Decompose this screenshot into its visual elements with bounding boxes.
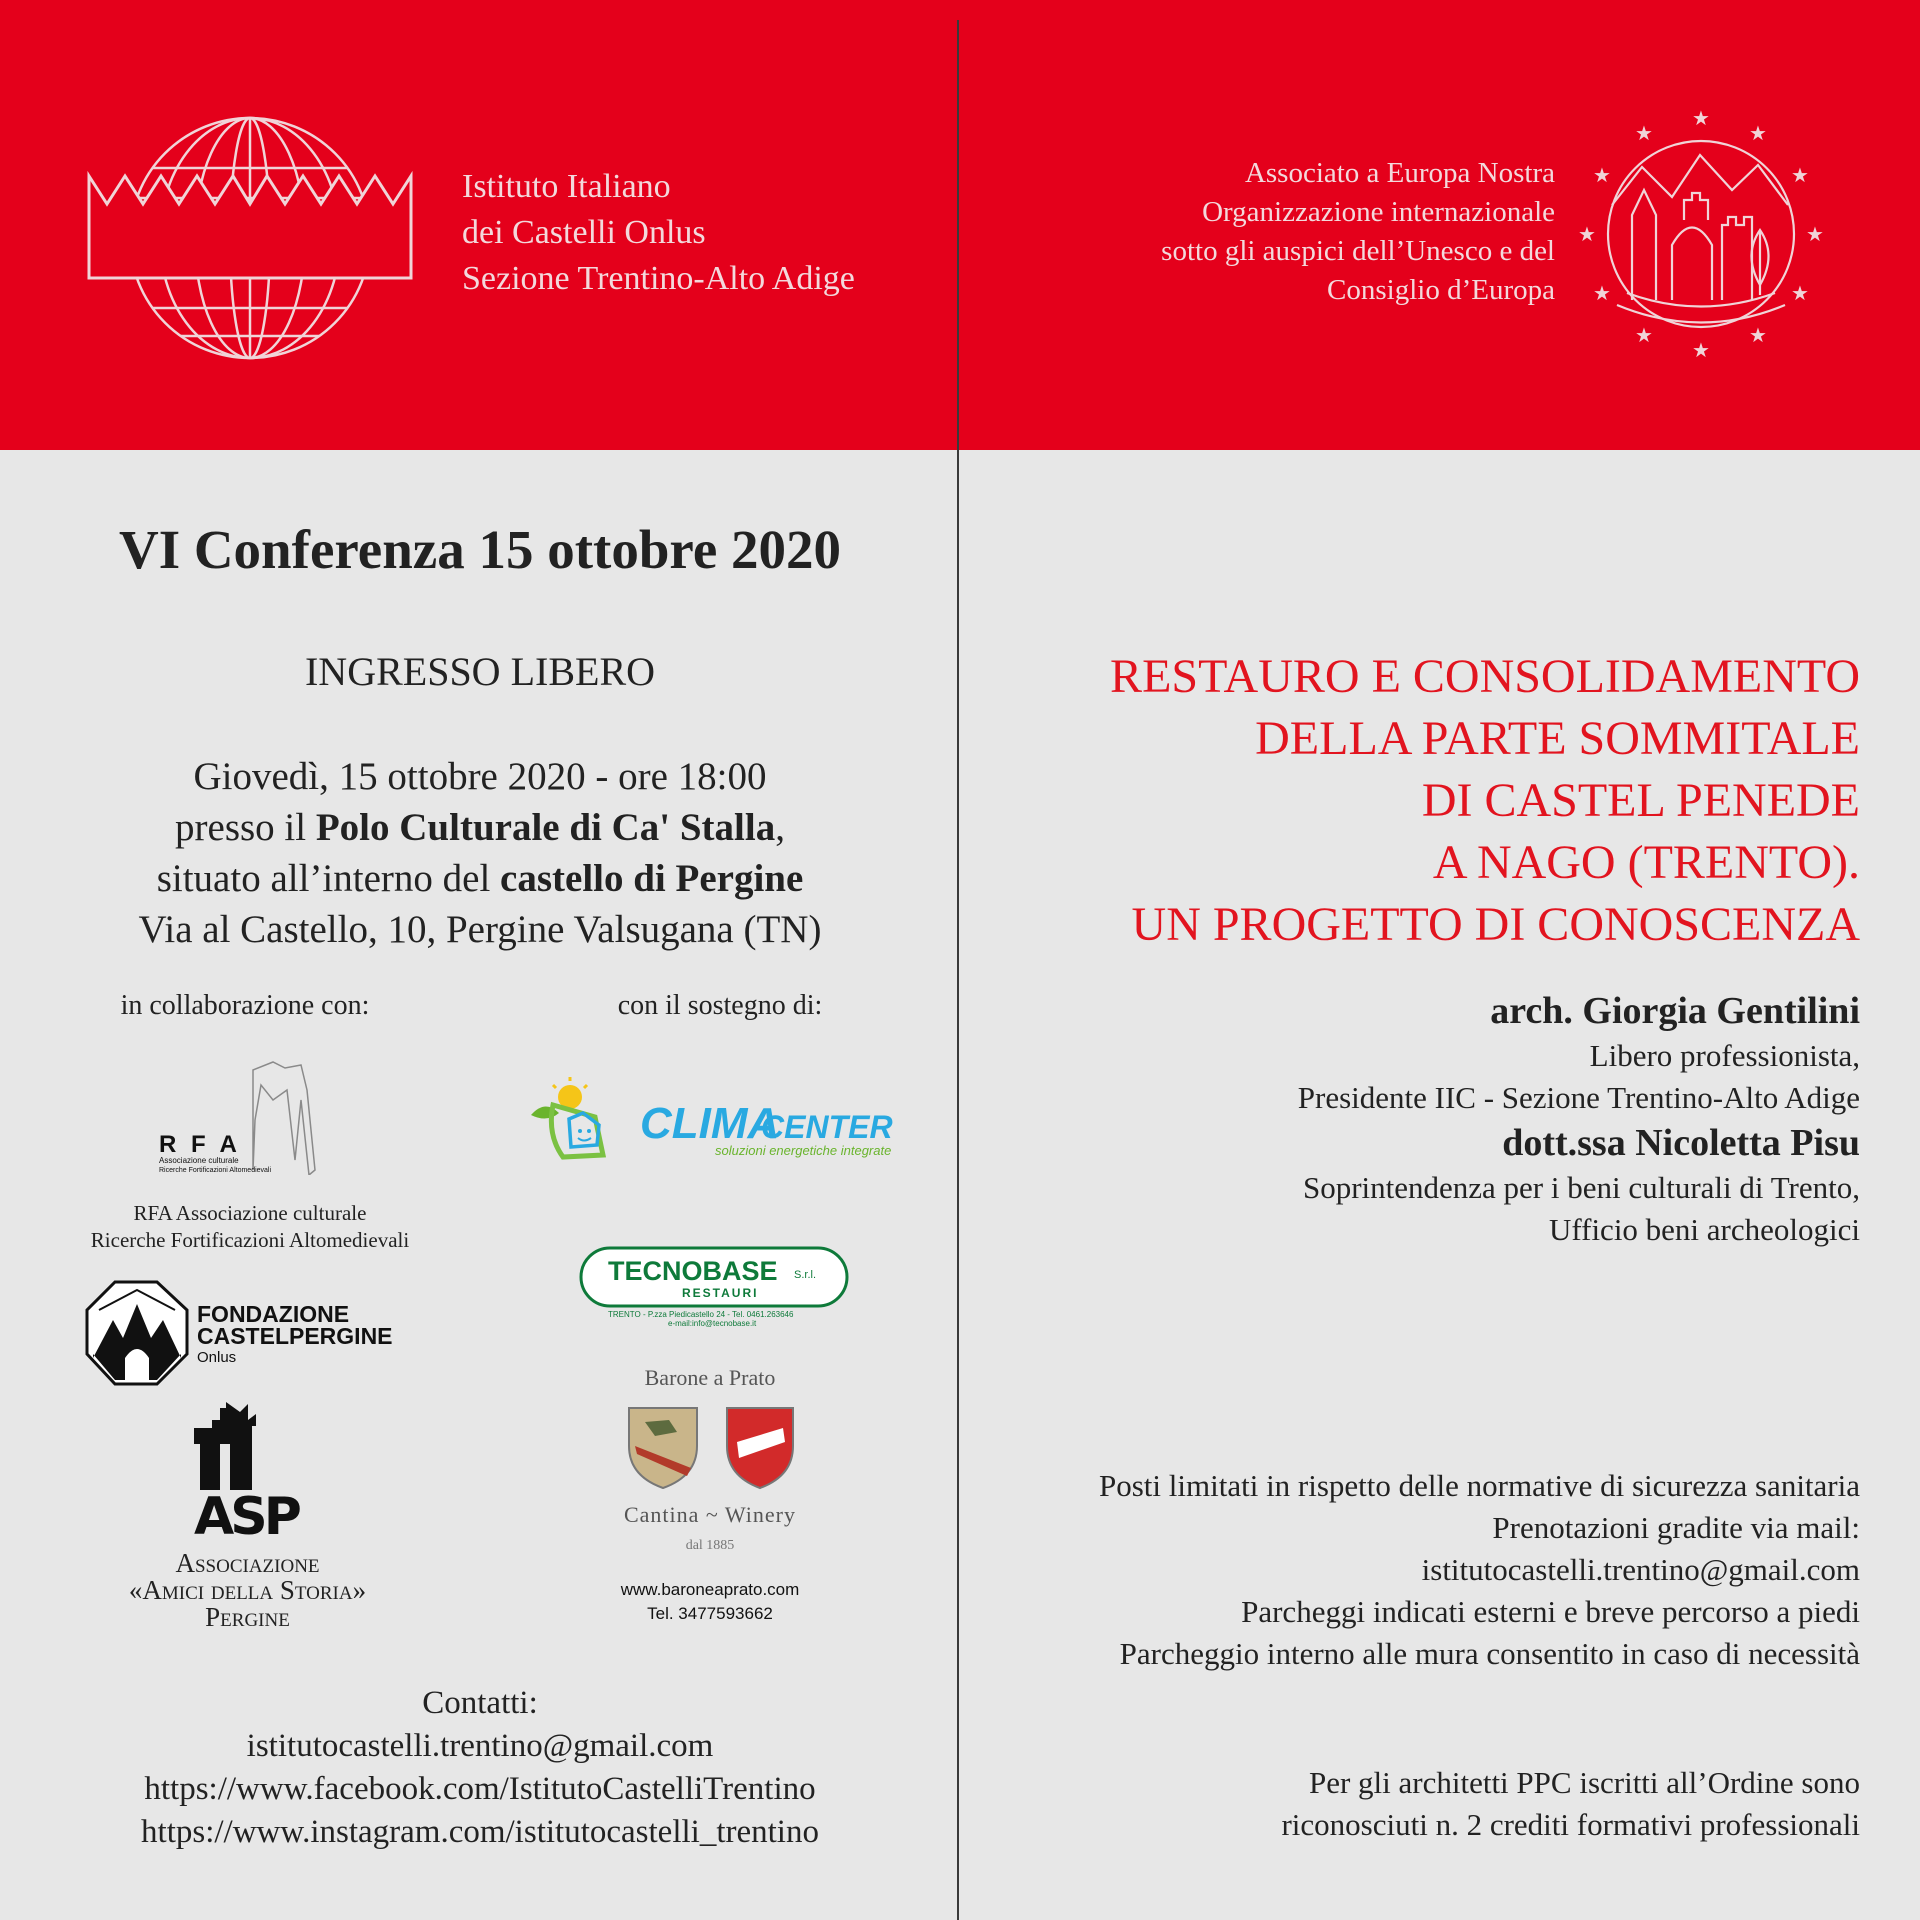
barone-since: dal 1885 [685, 1538, 735, 1553]
note-line: Posti limitati in rispetto delle normative di sicurezza sanitaria [1098, 1468, 1860, 1503]
lecture-title-line: DELLA PARTE SOMMITALE [1255, 712, 1860, 765]
speaker-role: Libero professionista, [1589, 1038, 1860, 1073]
rfa-caption-line: Ricerche Fortificazioni Altomedievali [90, 1228, 410, 1252]
star-icon: ★ [1593, 281, 1611, 305]
star-icon: ★ [1578, 222, 1596, 246]
amici-mark: ASP [194, 1487, 298, 1540]
contact-instagram[interactable]: https://www.instagram.com/istitutocastelli_trentino [141, 1814, 819, 1850]
page-divider [957, 20, 959, 1920]
amici-storia-logo [190, 1400, 300, 1540]
event-date: Giovedì, 15 ottobre 2020 - ore 18:00 [193, 755, 767, 798]
contact-facebook[interactable]: https://www.facebook.com/IstitutoCastelliTrentino [144, 1771, 816, 1807]
org-name-line: Istituto Italiano [462, 168, 671, 205]
org-name-line: dei Castelli Onlus [462, 214, 706, 251]
barone-web: www.baroneaprato.com [620, 1580, 800, 1599]
lecture-title-line: RESTAURO E CONSOLIDAMENTO [1110, 650, 1860, 703]
clima-tagline: soluzioni energetiche integrate [715, 1143, 892, 1158]
org-name [462, 164, 942, 302]
fondazione-castelpergine-logo [85, 1280, 420, 1386]
support-label: con il sostegno di: [617, 990, 823, 1021]
event-venue [20, 802, 940, 853]
tecnobase-address: TRENTO - P.zza Piedicastello 24 - Tel. 0461.263646 [608, 1310, 794, 1319]
speaker-role: Soprintendenza per i beni culturali di Trento, [1302, 1170, 1860, 1205]
amici-caption [90, 1550, 405, 1631]
note-line: Prenotazioni gradite via mail: [1492, 1510, 1860, 1545]
amici-line: «Amici della Storia» [128, 1575, 367, 1605]
clima-name: CLIMA [640, 1099, 780, 1148]
europa-nostra-emblem [1572, 105, 1830, 363]
star-icon: ★ [1749, 323, 1767, 347]
star-icon: ★ [1749, 121, 1767, 145]
tecnobase-sub: RESTAURI [682, 1286, 759, 1300]
note-line: Parcheggio interno alle mura consentito in caso di necessità [1119, 1636, 1860, 1671]
star-icon: ★ [1791, 163, 1809, 187]
rfa-small-text: Ricerche Fortificazioni Altomedievali [159, 1167, 272, 1174]
barone-crests [625, 1402, 800, 1492]
location-castle: castello di Pergine [500, 857, 804, 900]
lecture-title [990, 646, 1860, 956]
star-icon: ★ [1635, 121, 1653, 145]
event-address: Via al Castello, 10, Pergine Valsugana (TN) [138, 908, 822, 951]
rfa-small-text: Associazione culturale [159, 1156, 239, 1165]
barone-contacts [590, 1578, 830, 1626]
credits-line: riconosciuti n. 2 crediti formativi professionali [1281, 1807, 1860, 1842]
location-prefix: situato all’interno del [156, 857, 501, 900]
tecnobase-name: TECNOBASE [608, 1256, 778, 1286]
contacts [40, 1682, 920, 1854]
amici-line: Associazione [175, 1548, 320, 1578]
europa-nostra-affiliation [1080, 154, 1555, 310]
rfa-caption-line: RFA Associazione culturale [133, 1201, 367, 1225]
barone-sub: Cantina ~ Winery [623, 1502, 797, 1527]
rfa-letters: R F A [159, 1131, 241, 1158]
free-entry: INGRESSO LIBERO [304, 649, 656, 694]
note-line: Parcheggi indicati esterni e breve percorso a piedi [1241, 1594, 1860, 1629]
contact-email[interactable]: istitutocastelli.trentino@gmail.com [246, 1728, 714, 1764]
speaker-role: Ufficio beni archeologici [1548, 1212, 1860, 1247]
conference-title: VI Conferenza 15 ottobre 2020 [118, 519, 842, 580]
affiliation-line: Consiglio d’Europa [1327, 274, 1555, 306]
lecture-title-line: UN PROGETTO DI CONOSCENZA [1131, 898, 1860, 951]
tecnobase-email: e-mail:info@tecnobase.it [668, 1319, 757, 1327]
org-name-line: Sezione Trentino-Alto Adige [462, 260, 855, 297]
collaboration-label: in collaborazione con: [120, 990, 370, 1021]
event-info [20, 751, 940, 955]
climacenter-logo [525, 1075, 905, 1170]
lecture-title-line: DI CASTEL PENEDE [1421, 774, 1860, 827]
star-icon: ★ [1692, 338, 1710, 362]
venue-name: Polo Culturale di Ca' Stalla [315, 806, 776, 849]
star-icon: ★ [1635, 323, 1653, 347]
fondazione-line: Onlus [197, 1349, 237, 1366]
venue-suffix: , [775, 806, 785, 849]
star-icon: ★ [1806, 222, 1824, 246]
star-icon: ★ [1791, 281, 1809, 305]
barone-tel: Tel. 3477593662 [647, 1604, 773, 1623]
affiliation-line: Associato a Europa Nostra [1244, 157, 1555, 189]
tecnobase-logo [578, 1245, 853, 1327]
iic-globe-crown-logo [85, 110, 415, 365]
lecture-title-line: A NAGO (TRENTO). [1432, 836, 1860, 889]
credits-line: Per gli architetti PPC iscritti all’Ordine sono [1308, 1765, 1860, 1800]
event-notes [970, 1465, 1860, 1675]
affiliation-line: sotto gli auspici dell’Unesco e del [1161, 235, 1555, 267]
center-name: CENTER [761, 1109, 893, 1145]
contacts-label: Contatti: [422, 1685, 538, 1721]
speaker-role: Presidente IIC - Sezione Trentino-Alto Adige [1297, 1080, 1860, 1115]
amici-line: Pergine [205, 1602, 290, 1632]
rfa-caption [40, 1200, 460, 1254]
training-credits [1000, 1762, 1860, 1846]
event-location [20, 853, 940, 904]
affiliation-line: Organizzazione internazionale [1202, 196, 1555, 228]
speakers [1000, 987, 1860, 1251]
rfa-logo [155, 1060, 325, 1175]
booking-email[interactable]: istitutocastelli.trentino@gmail.com [1421, 1552, 1860, 1587]
fondazione-line: CASTELPERGINE [197, 1323, 393, 1349]
tecnobase-suffix: S.r.l. [794, 1269, 817, 1281]
fondazione-line: FONDAZIONE [197, 1301, 350, 1327]
speaker-name: arch. Giorgia Gentilini [1490, 990, 1860, 1032]
star-icon: ★ [1692, 106, 1710, 130]
star-icon: ★ [1593, 163, 1611, 187]
barone-name: Barone a Prato [644, 1365, 776, 1390]
speaker-name: dott.ssa Nicoletta Pisu [1502, 1122, 1860, 1164]
venue-prefix: presso il [175, 806, 316, 849]
